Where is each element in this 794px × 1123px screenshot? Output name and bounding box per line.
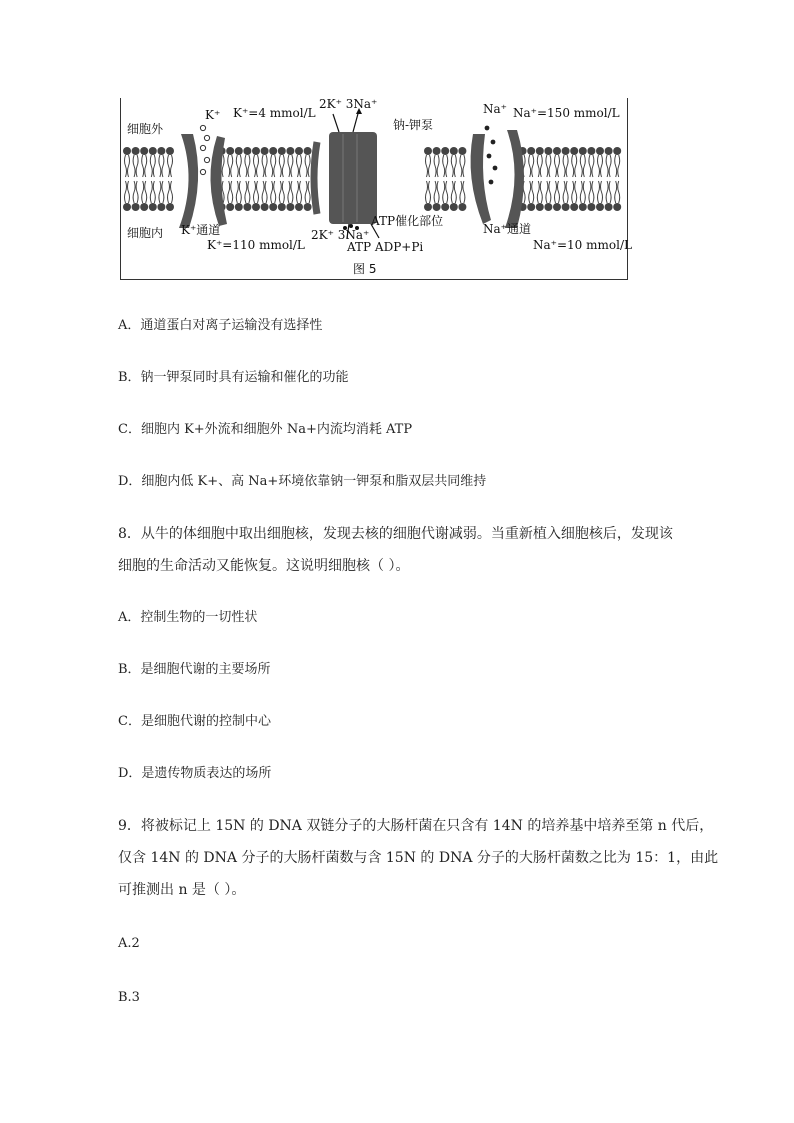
na-ion-dot	[493, 166, 498, 171]
phospholipid-head	[166, 147, 174, 155]
lipid-tail	[245, 155, 247, 177]
lipid-tail	[265, 155, 267, 177]
lipid-tail	[305, 181, 307, 203]
phospholipid-head	[157, 203, 165, 211]
phospholipid-head	[166, 203, 174, 211]
phospholipid-head	[596, 203, 604, 211]
lipid-tail	[566, 155, 568, 177]
lipid-tail	[248, 181, 250, 203]
lipid-tail	[437, 155, 439, 177]
inside-label: 细胞内	[127, 226, 164, 240]
phospholipid-head	[149, 147, 157, 155]
lipid-tail	[305, 155, 307, 177]
phospholipid-head	[140, 203, 148, 211]
pump-top-ions: 2K⁺ 3Na⁺	[319, 97, 378, 111]
phospholipid-head	[286, 147, 294, 155]
lipid-tail	[236, 155, 238, 177]
phospholipid-head	[596, 147, 604, 155]
q8-option-d: D．是遗传物质表达的场所	[118, 766, 272, 781]
na-inside-concentration: Na⁺=10 mmol/L	[533, 238, 632, 252]
phospholipid-head	[579, 203, 587, 211]
lipid-tail	[618, 181, 620, 203]
lipid-tail	[133, 181, 135, 203]
lipid-tail	[128, 181, 130, 203]
lipid-tail	[601, 155, 603, 177]
phospholipid-head	[295, 203, 303, 211]
lipid-tail	[609, 181, 611, 203]
lipid-tail	[589, 155, 591, 177]
lipid-tail	[262, 181, 264, 203]
lipid-tail	[446, 181, 448, 203]
lipid-tail	[429, 181, 431, 203]
phospholipid-head	[226, 147, 234, 155]
phospholipid-head	[450, 203, 458, 211]
lipid-tail	[150, 155, 152, 177]
lipid-tail	[555, 181, 557, 203]
lipid-tail	[463, 155, 465, 177]
lipid-tail	[262, 155, 264, 177]
lipid-tail	[537, 155, 539, 177]
lipid-tail	[288, 181, 290, 203]
lipid-tail	[282, 155, 284, 177]
lipid-tail	[274, 181, 276, 203]
phospholipid-head	[433, 147, 441, 155]
phospholipid-head	[295, 147, 303, 155]
q9-stem-line-3: 可推测出 n 是（ ）。	[118, 882, 246, 898]
lipid-tail	[153, 181, 155, 203]
outside-label: 细胞外	[127, 122, 164, 136]
na-ion-dot	[489, 180, 494, 185]
phospholipid-head	[304, 147, 312, 155]
lipid-tail	[231, 181, 233, 203]
lipid-tail	[245, 181, 247, 203]
phospholipid-head	[286, 203, 294, 211]
lipid-tail	[248, 155, 250, 177]
phospholipid-head	[149, 203, 157, 211]
pump-name: 钠-钾泵	[393, 118, 434, 132]
phospholipid-head	[441, 147, 449, 155]
lipid-tail	[540, 155, 542, 177]
q8-option-b: B．是细胞代谢的主要场所	[118, 662, 271, 677]
lipid-tail	[297, 155, 299, 177]
phospholipid-head	[278, 147, 286, 155]
lipid-tail	[222, 155, 224, 177]
membrane-transport-figure	[120, 97, 632, 280]
phospholipid-head	[433, 203, 441, 211]
q9-option-b: B.3	[118, 990, 140, 1005]
lipid-tail	[150, 181, 152, 203]
lipid-tail	[563, 181, 565, 203]
q7-option-c: C．细胞内 K+外流和细胞外 Na+内流均消耗 ATP	[118, 422, 413, 437]
lipid-tail	[446, 155, 448, 177]
lipid-tail	[434, 181, 436, 203]
lipid-tail	[615, 155, 617, 177]
lipid-tail	[549, 181, 551, 203]
phospholipid-head	[140, 147, 148, 155]
phospholipid-head	[527, 147, 535, 155]
lipid-tail	[274, 155, 276, 177]
lipid-tail	[429, 155, 431, 177]
lipid-tail	[282, 181, 284, 203]
phospholipid-head	[536, 147, 544, 155]
k-ion-dot	[200, 145, 205, 150]
lipid-tail	[606, 155, 608, 177]
atp-reaction: ATP ADP+Pi	[347, 240, 424, 254]
phospholipid-head	[544, 147, 552, 155]
lipid-tail	[288, 155, 290, 177]
phospholipid-head	[123, 147, 131, 155]
lipid-tail	[463, 181, 465, 203]
lipid-tail	[615, 181, 617, 203]
lipid-tail	[136, 155, 138, 177]
lipid-tail	[228, 181, 230, 203]
lipid-tail	[300, 155, 302, 177]
na-channel-label: Na⁺通道	[483, 222, 531, 236]
lipid-tail	[254, 181, 256, 203]
lipid-tail	[159, 181, 161, 203]
lipid-tail	[308, 181, 310, 203]
phospholipid-head	[269, 203, 277, 211]
lipid-tail	[443, 181, 445, 203]
phospholipid-head	[424, 147, 432, 155]
phospholipid-head	[261, 203, 269, 211]
lipid-tail	[308, 155, 310, 177]
lipid-tail	[426, 181, 428, 203]
phospholipid-head	[252, 147, 260, 155]
lipid-tail	[583, 181, 585, 203]
lipid-tail	[566, 181, 568, 203]
lipid-tail	[125, 155, 127, 177]
k-inside-concentration: K⁺=110 mmol/L	[207, 238, 305, 252]
lipid-tail	[537, 181, 539, 203]
phospholipid-head	[579, 147, 587, 155]
phospholipid-head	[562, 147, 570, 155]
lipid-tail	[159, 155, 161, 177]
lipid-tail	[168, 155, 170, 177]
lipid-tail	[254, 155, 256, 177]
lipid-tail	[546, 155, 548, 177]
lipid-tail	[563, 155, 565, 177]
phospholipid-head	[587, 147, 595, 155]
pump-side-subunit	[314, 142, 317, 214]
phospholipid-head	[235, 203, 243, 211]
phospholipid-head	[304, 203, 312, 211]
k-ion-dot	[204, 135, 209, 140]
phospholipid-head	[553, 203, 561, 211]
phospholipid-head	[458, 147, 466, 155]
lipid-tail	[601, 181, 603, 203]
na-ion-dot	[485, 126, 490, 131]
phospholipid-head	[570, 203, 578, 211]
lipid-tail	[529, 155, 531, 177]
lipid-tail	[451, 181, 453, 203]
lipid-tail	[460, 181, 462, 203]
lipid-tail	[145, 181, 147, 203]
phospholipid-head	[243, 203, 251, 211]
lipid-tail	[606, 181, 608, 203]
phospholipid-head	[278, 203, 286, 211]
lipid-tail	[532, 155, 534, 177]
phospholipid-head	[243, 147, 251, 155]
q7-option-b: B．钠一钾泵同时具有运输和催化的功能	[118, 370, 349, 385]
na-ion-dot	[491, 140, 496, 145]
lipid-tail	[239, 181, 241, 203]
lipid-tail	[609, 155, 611, 177]
k-outside-concentration: K⁺=4 mmol/L	[233, 106, 316, 120]
lipid-tail	[162, 155, 164, 177]
k-ion-label: K⁺	[205, 108, 221, 122]
phospholipid-head	[132, 203, 140, 211]
lipid-tail	[279, 155, 281, 177]
lipid-tail	[558, 155, 560, 177]
lipid-tail	[145, 155, 147, 177]
lipid-tail	[546, 181, 548, 203]
lipid-tail	[580, 181, 582, 203]
lipid-tail	[558, 181, 560, 203]
lipid-tail	[271, 181, 273, 203]
phospholipid-head	[562, 203, 570, 211]
lipid-tail	[279, 181, 281, 203]
lipid-tail	[136, 181, 138, 203]
lipid-tail	[142, 155, 144, 177]
pump-bottom-ions: 2K⁺ 3Na⁺	[311, 228, 370, 242]
phospholipid-head	[261, 147, 269, 155]
k-ion-dot	[200, 169, 205, 174]
phospholipid-head	[157, 147, 165, 155]
lipid-tail	[231, 155, 233, 177]
phospholipid-head	[450, 147, 458, 155]
lipid-tail	[162, 181, 164, 203]
lipid-tail	[236, 181, 238, 203]
lipid-tail	[592, 155, 594, 177]
lipid-tail	[434, 155, 436, 177]
lipid-tail	[437, 181, 439, 203]
q8-stem-line-2: 细胞的生命活动又能恢复。这说明细胞核（ ）。	[118, 558, 410, 574]
na-channel-left-subunit	[471, 134, 491, 224]
lipid-tail	[580, 155, 582, 177]
q9-stem-line-2: 仅含 14N 的 DNA 分子的大肠杆菌数与含 15N 的 DNA 分子的大肠杆菌数之比为 15：1，由此	[118, 850, 719, 866]
lipid-tail	[460, 155, 462, 177]
q8-option-a: A．控制生物的一切性状	[118, 610, 258, 625]
lipid-tail	[125, 181, 127, 203]
na-channel-right-subunit	[505, 130, 524, 228]
q7-option-a: A．通道蛋白对离子运输没有选择性	[118, 318, 323, 333]
lipid-tail	[239, 155, 241, 177]
lipid-tail	[618, 155, 620, 177]
lipid-tail	[575, 181, 577, 203]
lipid-tail	[265, 181, 267, 203]
phospholipid-head	[605, 147, 613, 155]
phospholipid-head	[424, 203, 432, 211]
phospholipid-head	[441, 203, 449, 211]
lipid-tail	[451, 155, 453, 177]
phospholipid-head	[252, 203, 260, 211]
lipid-tail	[555, 155, 557, 177]
phospholipid-head	[226, 203, 234, 211]
lipid-tail	[291, 155, 293, 177]
lipid-tail	[598, 181, 600, 203]
phospholipid-head	[587, 203, 595, 211]
k-channel-left-subunit	[179, 134, 198, 228]
lipid-tail	[271, 155, 273, 177]
lipid-tail	[592, 181, 594, 203]
lipid-tail	[142, 181, 144, 203]
na-ion-label: Na⁺	[483, 102, 507, 116]
phospholipid-head	[613, 203, 621, 211]
phospholipid-head	[527, 203, 535, 211]
lipid-tail	[257, 155, 259, 177]
lipid-tail	[583, 155, 585, 177]
lipid-tail	[168, 181, 170, 203]
phospholipid-head	[605, 203, 613, 211]
lipid-tail	[153, 155, 155, 177]
lipid-tail	[291, 181, 293, 203]
figure-caption: 图 5	[353, 262, 377, 276]
lipid-tail	[529, 181, 531, 203]
lipid-tail	[532, 181, 534, 203]
q8-stem-line-1: 8．从牛的体细胞中取出细胞核，发现去核的细胞代谢减弱。当重新植入细胞核后，发现该	[118, 526, 673, 542]
lipid-tail	[133, 155, 135, 177]
phospholipid-head	[132, 147, 140, 155]
q8-option-c: C．是细胞代谢的控制中心	[118, 714, 271, 729]
q7-option-d: D．细胞内低 K+、高 Na+环境依靠钠一钾泵和脂双层共同维持	[118, 474, 487, 489]
phospholipid-head	[269, 147, 277, 155]
phospholipid-head	[458, 203, 466, 211]
lipid-tail	[297, 181, 299, 203]
na-ion-dot	[487, 154, 492, 159]
lipid-tail	[300, 181, 302, 203]
phospholipid-head	[570, 147, 578, 155]
lipid-tail	[540, 181, 542, 203]
lipid-tail	[549, 155, 551, 177]
lipid-tail	[257, 181, 259, 203]
atp-catalytic-site: ATP催化部位	[371, 214, 444, 228]
phospholipid-head	[536, 203, 544, 211]
phospholipid-head	[235, 147, 243, 155]
phospholipid-head	[613, 147, 621, 155]
na-outside-concentration: Na⁺=150 mmol/L	[513, 106, 620, 120]
lipid-tail	[572, 155, 574, 177]
lipid-tail	[128, 155, 130, 177]
lipid-tail	[454, 181, 456, 203]
na-k-pump	[329, 132, 377, 224]
lipid-tail	[426, 155, 428, 177]
lipid-tail	[572, 181, 574, 203]
lipid-tail	[171, 181, 173, 203]
phospholipid-head	[553, 147, 561, 155]
k-in-arrow	[333, 114, 339, 132]
lipid-tail	[575, 155, 577, 177]
lipid-tail	[443, 155, 445, 177]
lipid-tail	[598, 155, 600, 177]
phospholipid-head	[544, 203, 552, 211]
q9-option-a: A.2	[118, 936, 140, 951]
lipid-tail	[171, 155, 173, 177]
k-ion-dot	[200, 125, 205, 130]
lipid-tail	[589, 181, 591, 203]
k-channel-label: K⁺通道	[181, 223, 221, 237]
k-ion-dot	[204, 157, 209, 162]
q9-stem-line-1: 9．将被标记上 15N 的 DNA 双链分子的大肠杆菌在只含有 14N 的培养基中培养至第 n 代后，	[118, 818, 714, 834]
lipid-tail	[454, 155, 456, 177]
lipid-tail	[228, 155, 230, 177]
phospholipid-head	[123, 203, 131, 211]
